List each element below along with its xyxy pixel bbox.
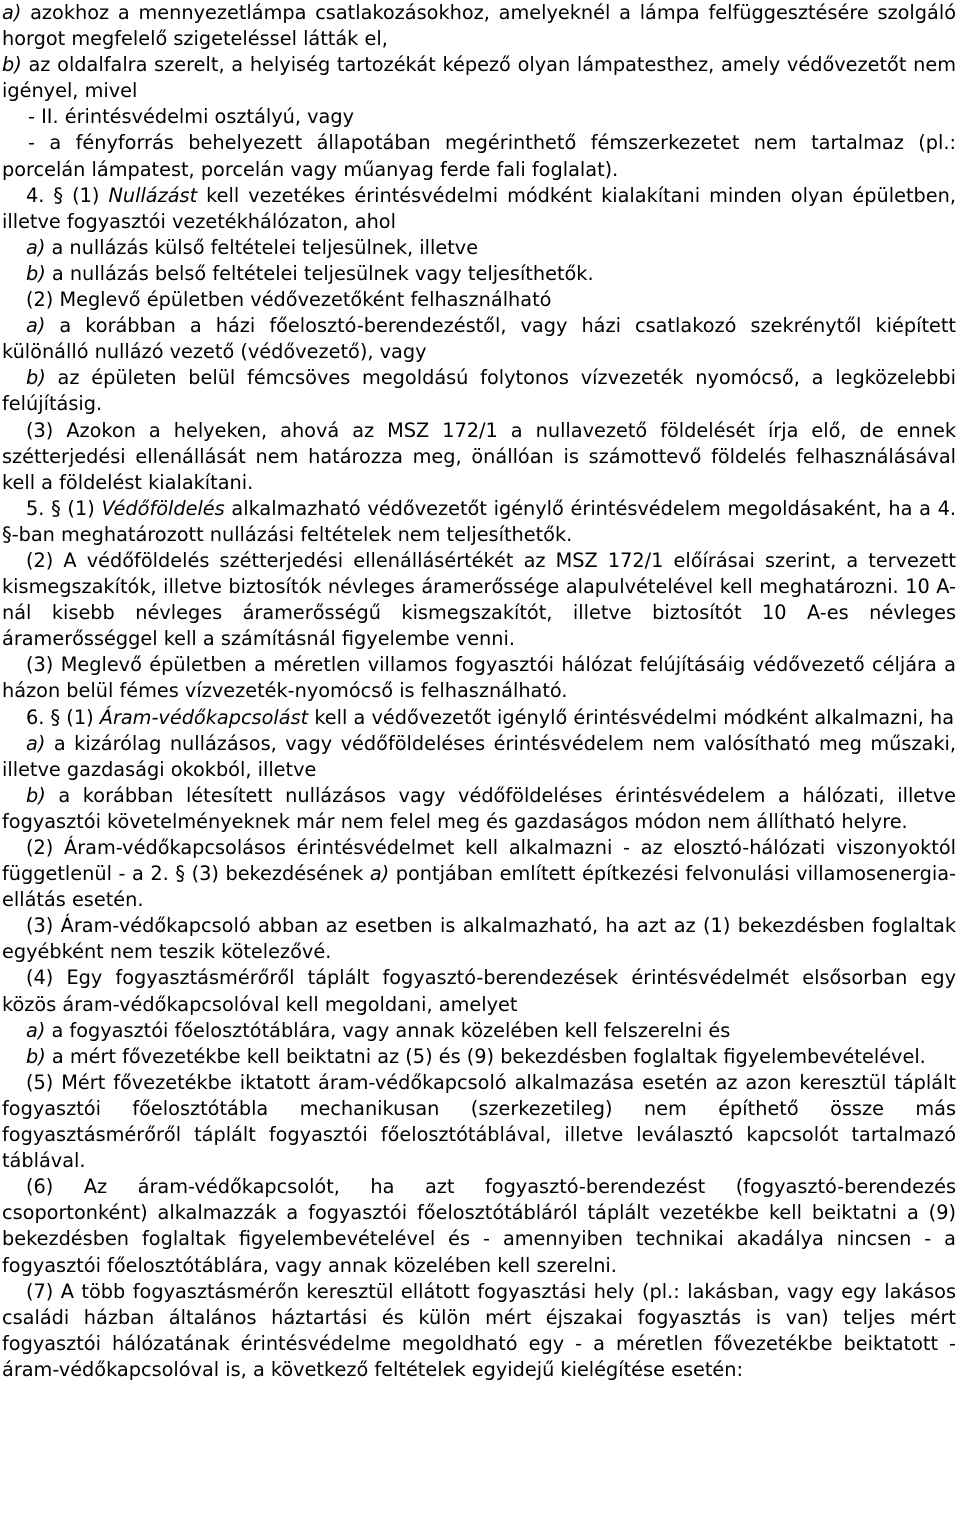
section-4-paragraph-2-item-a bbox=[2, 313, 956, 365]
section-number: 5. § (1) bbox=[26, 496, 102, 520]
section-5-paragraph-2: (2) A védőföldelés szétterjedési ellenállásértékét az MSZ 172/1 előírásai szerint, a tervezett kismegszakítók, illetve biztosítók névleges áramerőssége alapulvételével kell meghatározni. 10 A-nál kisebb névleges áramerősségű kismegszakítót, illetve biztosítót 10 A-es névleges áramerősséggel kell a számításnál figyelembe venni. bbox=[2, 548, 956, 651]
section-6-paragraph-3: (3) Áram-védőkapcsoló abban az esetben is alkalmazható, ha azt az (1) bekezdésben foglaltak egyébként nem teszik kötelezővé. bbox=[2, 914, 956, 964]
paragraph-dash-class-ii: - II. érintésvédelmi osztályú, vagy bbox=[28, 105, 355, 129]
paragraph-text: az épületen belül fémcsöves megoldású folytonos vízvezeték nyomócső, a legközelebbi felújításig. bbox=[2, 366, 956, 416]
item-letter: a) bbox=[26, 314, 46, 338]
section-4-paragraph-2: (2) Meglevő épületben védővezetőként felhasználható bbox=[26, 288, 552, 312]
item-letter: a) bbox=[369, 862, 390, 886]
defined-term: Védőföldelés bbox=[101, 496, 225, 520]
item-letter: a) bbox=[26, 235, 46, 259]
paragraph-text: a nullázás külső feltételei teljesülnek, illetve bbox=[45, 235, 479, 259]
section-6-paragraph-5: (5) Mért fővezetékbe iktatott áram-védőkapcsoló alkalmazása esetén az azon keresztül táplált fogyasztói főelosztótábla mechanikusan (szerkezetileg) nem építhető össze más fogyasztásmérőről táplált fogyasztói főelosztótáblával, illetve leválasztó kapcsolót tartalmazó táblával. bbox=[2, 1070, 956, 1173]
section-6-paragraph-6: (6) Az áram-védőkapcsolót, ha azt fogyasztó-berendezést (fogyasztó-berendezés csoportonként) alkalmazzák a fogyasztói főelosztótábláról táplált vezetékbe kell beiktatni a (9) bekezdésben foglaltak figyelembevételével és - amennyiben technikai akadálya nincsen - a fogyasztói főelosztótáblára, vagy annak közelében kell szerelni. bbox=[2, 1175, 956, 1277]
section-number: 6. § (1) bbox=[26, 705, 100, 729]
paragraph-a-ceiling-lamp bbox=[2, 0, 956, 52]
item-letter: b) bbox=[2, 53, 22, 77]
paragraph-text: a fogyasztói főelosztótáblára, vagy annak közelében kell felszerelni és bbox=[45, 1018, 731, 1042]
paragraph-text: kell vezetékes érintésvédelmi módként kialakítani minden olyan épületben, illetve fogyasztói vezetékhálózaton, ahol bbox=[2, 183, 956, 233]
paragraph-text: a nullázás belső feltételei teljesülnek vagy teljesíthetők. bbox=[45, 261, 594, 285]
section-6-item-b bbox=[2, 783, 956, 835]
paragraph-text: alkalmazható védővezetőt igénylő érintésvédelem megoldásaként, ha a 4. §-ban meghatározott nullázási feltételek nem teljesíthetők. bbox=[2, 496, 956, 546]
paragraph-text: azokhoz a mennyezetlámpa csatlakozásokhoz, amelyeknél a lámpa felfüggesztésére szolgáló horgot megfelelő szigeteléssel látták el, bbox=[2, 1, 956, 51]
section-6-paragraph-4: (4) Egy fogyasztásmérőről táplált fogyasztó-berendezések érintésvédelmét elsősorban egy közös áram-védőkapcsolóval kell megoldani, amelyet bbox=[2, 966, 956, 1016]
section-5-paragraph-1 bbox=[2, 496, 956, 548]
paragraph-b-wall-lamp bbox=[2, 52, 956, 104]
section-6-paragraph-4-item-b bbox=[2, 1044, 956, 1070]
item-letter: a) bbox=[26, 1018, 46, 1042]
paragraph-text: kell a védővezetőt igénylő érintésvédelmi módként alkalmazni, ha bbox=[308, 705, 955, 729]
paragraph-text: pontjában említett építkezési felvonulási villamosenergia-ellátás esetén. bbox=[2, 862, 956, 912]
section-4-item-b bbox=[2, 261, 956, 287]
item-letter: b) bbox=[26, 261, 46, 285]
item-letter: b) bbox=[26, 366, 46, 390]
section-6-paragraph-4-item-a bbox=[2, 1018, 956, 1044]
item-letter: b) bbox=[26, 1044, 46, 1068]
section-6-item-a bbox=[2, 731, 956, 783]
paragraph-text: a korábban létesített nullázásos vagy védőföldeléses érintésvédelem a hálózati, illetve fogyasztói követelményeknek már nem felel meg és gazdaságos módon nem állítható helyre. bbox=[2, 783, 956, 833]
section-6-paragraph-7: (7) A több fogyasztásmérőn keresztül ellátott fogyasztási hely (pl.: lakásban, vagy egy lakásos családi házban általános háztartási és külön mért éjszakai fogyasztás is van) teljes mért fogyasztói hálózatának érintésvédelme megoldható egy - a méretlen fővezetékbe beiktatott - áram-védőkapcsolóval is, a következő feltételek egyidejű kielégítése esetén: bbox=[2, 1279, 956, 1381]
defined-term: Nullázást bbox=[108, 183, 198, 207]
section-4-paragraph-2-item-b bbox=[2, 365, 956, 417]
paragraph-text: az oldalfalra szerelt, a helyiség tartozékát képező olyan lámpatesthez, amely védővezetőt nem igényel, mivel bbox=[2, 53, 956, 103]
defined-term: Áram-védőkapcsolást bbox=[99, 705, 309, 729]
section-6-paragraph-1 bbox=[2, 705, 956, 731]
paragraph-text: a mért fővezetékbe kell beiktatni az (5) és (9) bekezdésben foglaltak figyelembevételével. bbox=[45, 1044, 926, 1068]
item-letter: a) bbox=[26, 731, 46, 755]
section-4-item-a bbox=[2, 235, 956, 261]
section-number: 4. § (1) bbox=[26, 183, 109, 207]
paragraph-text: (2) Áram-védőkapcsolásos érintésvédelmet kell alkalmazni - az elosztó-hálózati viszonyoktól függetlenül - a 2. § (3) bekezdésének bbox=[2, 836, 956, 886]
item-letter: a) bbox=[2, 1, 22, 24]
paragraph-text: a korábban a házi főelosztó-berendezéstől, vagy házi csatlakozó szekrénytől kiépített különálló nullázó vezető (védővezető), vagy bbox=[2, 314, 956, 364]
item-letter: b) bbox=[26, 783, 46, 807]
section-4-paragraph-1 bbox=[2, 183, 956, 235]
section-4-paragraph-3: (3) Azokon a helyeken, ahová az MSZ 172/1 a nullavezető földelését írja elő, de ennek szétterjedési ellenállását nem határozza meg, önállóan is számottevő földelés felhasználásával kell a földelést kialakítani. bbox=[2, 418, 956, 494]
section-5-paragraph-3: (3) Meglevő épületben a méretlen villamos fogyasztói hálózat felújításáig védővezető céljára a házon belül fémes vízvezeték-nyomócső is felhasználható. bbox=[2, 653, 956, 703]
paragraph-dash-light-source: - a fényforrás behelyezett állapotában megérinthető fémszerkezetet nem tartalmaz (pl.: porcelán lámpatest, porcelán vagy műanyag ferde fali foglalat). bbox=[2, 131, 956, 181]
section-6-paragraph-2 bbox=[2, 835, 956, 913]
paragraph-text: a kizárólag nullázásos, vagy védőföldeléses érintésvédelem nem valósítható meg műszaki, illetve gazdasági okokból, illetve bbox=[2, 731, 956, 781]
